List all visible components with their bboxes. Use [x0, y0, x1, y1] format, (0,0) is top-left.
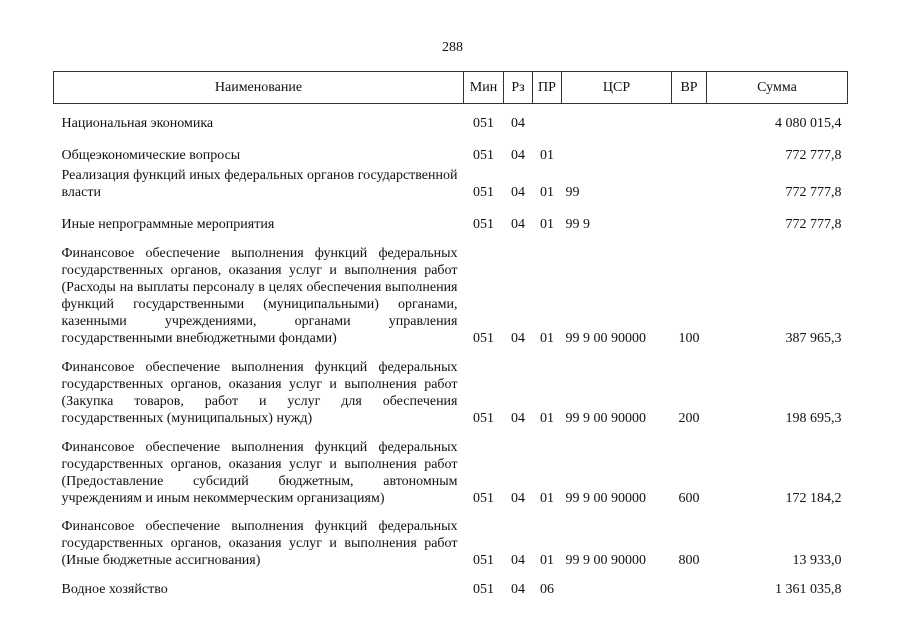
row-vr: 100	[678, 331, 700, 346]
row-csr	[562, 104, 672, 133]
table-row	[54, 507, 848, 569]
row-pr: 01	[540, 185, 554, 200]
row-min: 051	[473, 116, 494, 131]
header-rz: Рз	[504, 72, 533, 104]
row-name: Общеэкономические вопросы	[61, 148, 241, 163]
row-pr: 06	[540, 582, 554, 597]
table-row	[54, 132, 848, 164]
table-row	[54, 201, 848, 233]
row-pr: 01	[540, 148, 554, 163]
row-min: 051	[473, 491, 494, 506]
row-name: Финансовое обеспечение выполнения функций федеральных государственных органов, оказания услуг и выполнения работ (Расходы на выплаты персоналу в целях обеспечения выполнения функций государственными (муниципальными) органами, казенными учреждениями, органами управления государственными внебюджетными фондами)	[61, 246, 458, 346]
budget-table	[53, 71, 848, 598]
row-rz: 04	[511, 217, 525, 232]
header-pr: ПР	[533, 72, 562, 104]
row-min: 051	[473, 553, 494, 568]
row-vr: 600	[678, 491, 700, 506]
row-sum: 772 777,8	[785, 185, 842, 200]
row-rz: 04	[511, 411, 525, 426]
row-csr: 99	[565, 185, 580, 200]
table-row	[54, 347, 848, 427]
header-name: Наименование	[54, 72, 464, 104]
table-row	[54, 104, 848, 133]
row-name: Национальная экономика	[61, 116, 214, 131]
header-sum: Сумма	[707, 72, 848, 104]
row-name: Финансовое обеспечение выполнения функций федеральных государственных органов, оказания услуг и выполнения работ (Закупка товаров, работ и услуг для обеспечения государственных (муниципальных) нужд)	[61, 360, 458, 426]
row-csr: 99 9 00 90000	[565, 491, 646, 506]
row-vr	[672, 201, 707, 233]
row-vr: 200	[678, 411, 700, 426]
page-number: 288	[442, 40, 463, 55]
row-sum: 172 184,2	[785, 491, 842, 506]
row-sum: 772 777,8	[785, 148, 842, 163]
row-pr	[533, 104, 562, 133]
table-header-row	[54, 72, 848, 104]
row-csr: 99 9 00 90000	[565, 553, 646, 568]
row-pr: 01	[540, 411, 554, 426]
row-csr: 99 9 00 90000	[565, 411, 646, 426]
row-csr: 99 9	[565, 217, 590, 232]
row-csr	[562, 132, 672, 164]
row-vr: 800	[678, 553, 700, 568]
table-row	[54, 569, 848, 598]
row-min: 051	[473, 185, 494, 200]
row-min: 051	[473, 331, 494, 346]
row-sum: 13 933,0	[792, 553, 842, 568]
row-sum: 1 361 035,8	[775, 582, 842, 597]
row-vr	[672, 104, 707, 133]
row-pr: 01	[540, 491, 554, 506]
row-rz: 04	[511, 553, 525, 568]
row-min: 051	[473, 411, 494, 426]
row-name: Иные непрограммные мероприятия	[61, 217, 275, 232]
row-name: Реализация функций иных федеральных органов государственной власти	[61, 168, 458, 200]
table-row	[54, 164, 848, 201]
row-sum: 387 965,3	[785, 331, 842, 346]
row-min: 051	[473, 582, 494, 597]
row-rz: 04	[511, 491, 525, 506]
row-sum: 772 777,8	[785, 217, 842, 232]
row-pr: 01	[540, 217, 554, 232]
table-row	[54, 233, 848, 347]
row-rz: 04	[511, 116, 525, 131]
row-rz: 04	[511, 185, 525, 200]
row-csr: 99 9 00 90000	[565, 331, 646, 346]
row-vr	[672, 164, 707, 201]
row-csr	[562, 569, 672, 598]
row-vr	[672, 132, 707, 164]
row-sum: 198 695,3	[785, 411, 842, 426]
row-rz: 04	[511, 582, 525, 597]
table-row	[54, 427, 848, 507]
row-rz: 04	[511, 331, 525, 346]
row-sum: 4 080 015,4	[775, 116, 842, 131]
row-min: 051	[473, 217, 494, 232]
row-name: Финансовое обеспечение выполнения функций федеральных государственных органов, оказания услуг и выполнения работ (Иные бюджетные ассигнования)	[61, 519, 458, 568]
row-pr: 01	[540, 553, 554, 568]
row-min: 051	[473, 148, 494, 163]
row-vr	[672, 569, 707, 598]
header-min: Мин	[464, 72, 504, 104]
header-csr: ЦСР	[562, 72, 672, 104]
row-pr: 01	[540, 331, 554, 346]
row-rz: 04	[511, 148, 525, 163]
row-name: Водное хозяйство	[61, 582, 168, 597]
header-vr: ВР	[672, 72, 707, 104]
row-name: Финансовое обеспечение выполнения функций федеральных государственных органов, оказания услуг и выполнения работ (Предоставление субсидий бюджетным, автономным учреждениям и иным некоммерческим организациям)	[61, 440, 458, 506]
